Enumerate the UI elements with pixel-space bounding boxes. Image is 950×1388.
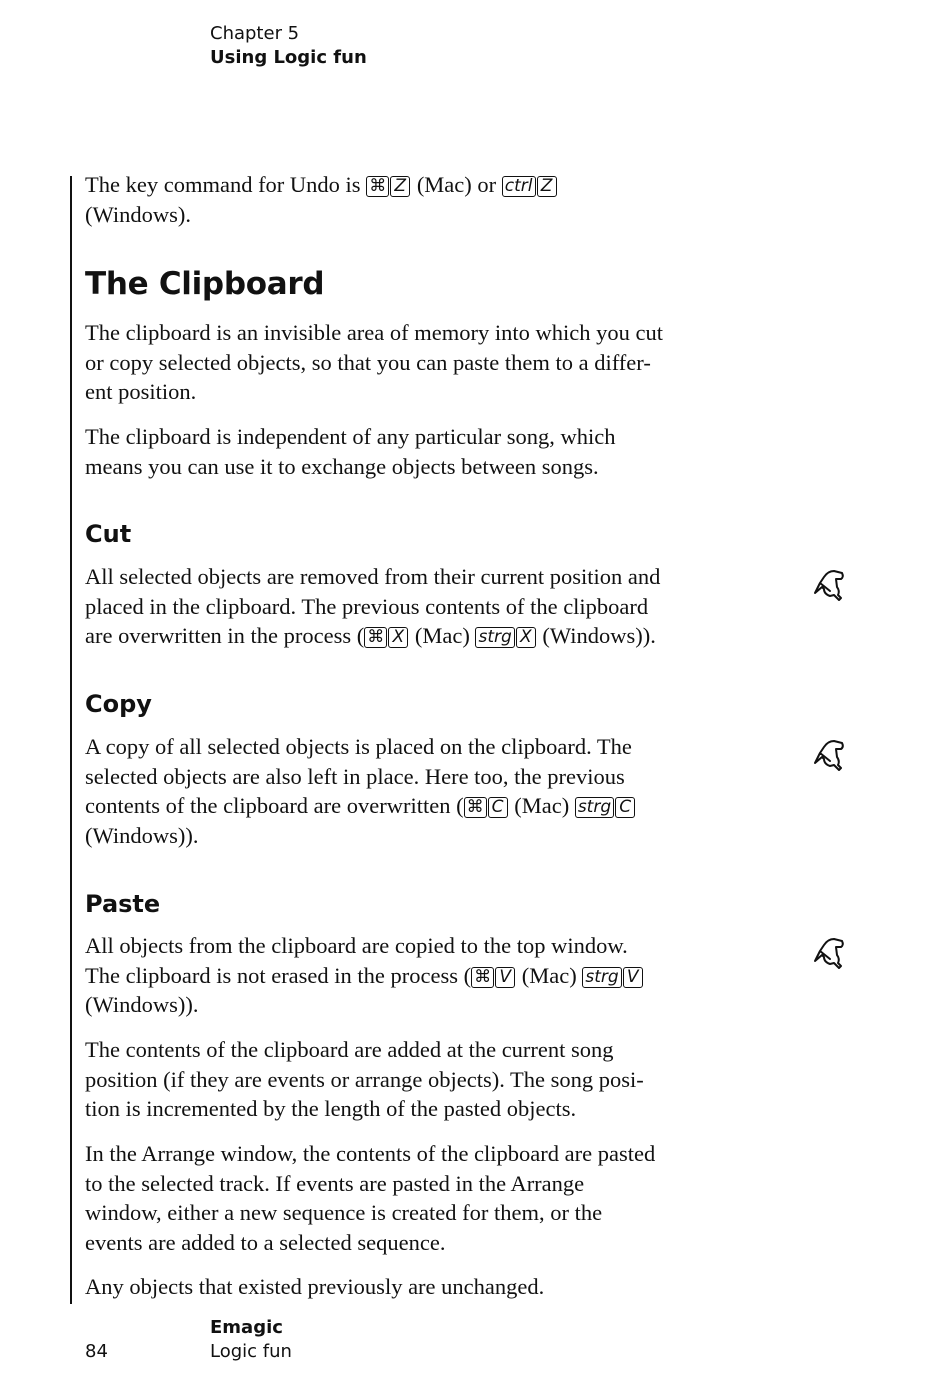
paste-paragraph-4: Any objects that existed previously are unchanged.	[85, 1274, 545, 1299]
chapter-label: Chapter 5	[210, 23, 300, 44]
margin-rule	[70, 176, 72, 1304]
key-ctrl: ctrl	[502, 176, 536, 197]
clipboard-paragraph-1: The clipboard is an invisible area of memory into which you cut or copy selected objects, so that you can paste them to a differ- ent position.	[85, 320, 663, 404]
key-strg: strg	[475, 627, 514, 648]
paste-paragraph-2: The contents of the clipboard are added at the current song position (if they are events or arrange objects). The song posi- tion is incremented by the length of the pasted objects.	[85, 1037, 644, 1121]
key-cmd: ⌘	[364, 627, 387, 648]
key-cmd: ⌘	[366, 176, 389, 197]
cut-paragraph: All selected objects are removed from their current position and placed in the clipboard. The previous contents of the clipboard are overwritten in the process ( ⌘ X (Mac) strg X (Windows)).	[85, 564, 661, 648]
section-title-clipboard: The Clipboard	[85, 266, 325, 302]
paste-paragraph-1: All objects from the clipboard are copied to the top window. The clipboard is not erased in the process ( ⌘ V (Mac) strg V (Windows)).	[85, 931, 745, 1020]
running-header	[210, 22, 367, 70]
hand-pointer-icon	[810, 933, 848, 971]
key-z: Z	[537, 176, 557, 197]
key-x: X	[516, 627, 536, 648]
hand-pointer-icon	[810, 735, 848, 773]
key-c: C	[488, 797, 508, 818]
key-cmd: ⌘	[464, 797, 487, 818]
subsection-title-paste: Paste	[85, 890, 161, 918]
subsection-title-cut: Cut	[85, 520, 132, 548]
clipboard-paragraph-2: The clipboard is independent of any particular song, which means you can use it to exchange objects between songs.	[85, 424, 616, 479]
key-x: X	[388, 627, 408, 648]
copy-paragraph: A copy of all selected objects is placed on the clipboard. The selected objects are also left in place. Here too, the previous contents of the clipboard are overwritten ( ⌘ C (Mac) strg C (Windows)).	[85, 732, 745, 850]
key-strg: strg	[575, 797, 614, 818]
undo-paragraph: The key command for Undo is ⌘ Z (Mac) or ctrl Z (Windows).	[85, 170, 745, 229]
subsection-title-copy: Copy	[85, 690, 152, 718]
footer-brand: Emagic	[210, 1317, 283, 1338]
footer-product: Logic fun	[210, 1341, 292, 1362]
hand-pointer-icon	[810, 565, 848, 603]
paste-paragraph-3: In the Arrange window, the contents of the clipboard are pasted to the selected track. If events are pasted in the Arrange window, either a new sequence is created for them, or the events are added to a selected sequence.	[85, 1141, 656, 1255]
page-number: 84	[85, 1341, 108, 1362]
key-cmd: ⌘	[471, 967, 494, 988]
key-v: V	[623, 967, 643, 988]
key-v: V	[495, 967, 515, 988]
key-c: C	[615, 797, 635, 818]
section-label: Using Logic fun	[210, 47, 367, 68]
key-z: Z	[390, 176, 410, 197]
key-strg: strg	[582, 967, 621, 988]
